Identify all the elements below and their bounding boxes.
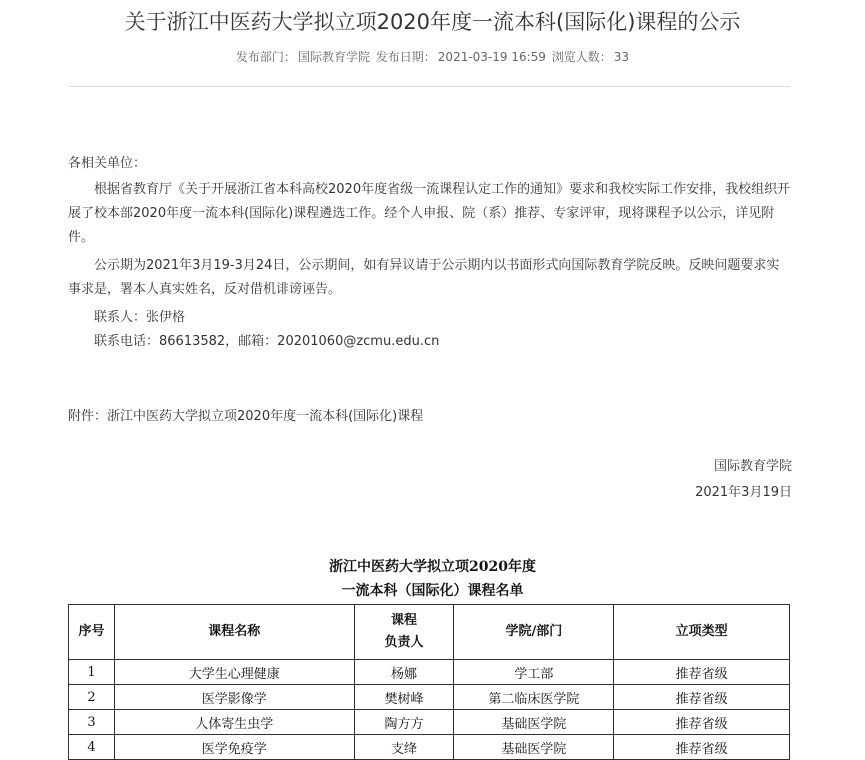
table-header-row xyxy=(69,605,790,660)
contact-person: 联系人：张伊格 xyxy=(94,310,186,325)
cell-type: 推荐省级 xyxy=(614,710,790,735)
header-divider xyxy=(68,86,790,87)
page-title: 关于浙江中医药大学拟立项2020年度一流本科(国际化)课程的公示 xyxy=(124,10,741,34)
course-table xyxy=(68,604,790,760)
paragraph-period: 公示期为2021年3月19-3月24日，公示期间，如有异议请于公示期内以书面形式向国际教育学院反映。反映问题要求实事求是，署本人真实姓名，反对借机诽谤诬告。 xyxy=(68,258,780,297)
date-label: 发布日期： xyxy=(375,50,436,64)
cell-course: 人体寄生虫学 xyxy=(114,710,354,735)
cell-no: 3 xyxy=(69,710,115,735)
attachment-title-line1: 浙江中医药大学拟立项2020年度 xyxy=(329,559,536,575)
table-row xyxy=(69,660,790,685)
article-meta xyxy=(0,48,865,65)
cell-leader: 樊树峰 xyxy=(354,685,454,710)
signature-org: 国际教育学院 xyxy=(713,459,792,474)
attachment-title-line2: 一流本科（国际化）课程名单 xyxy=(341,583,524,599)
cell-course: 医学免疫学 xyxy=(114,735,354,760)
dept-label: 发布部门： xyxy=(235,50,296,64)
cell-course: 大学生心理健康 xyxy=(114,660,354,685)
cell-no: 1 xyxy=(69,660,115,685)
views-label: 浏览人数： xyxy=(551,50,612,64)
date-value: 2021-03-19 16:59 xyxy=(437,50,546,64)
cell-no: 4 xyxy=(69,735,115,760)
greeting: 各相关单位： xyxy=(68,156,147,171)
cell-type: 推荐省级 xyxy=(614,685,790,710)
contact-phone-email: 联系电话：86613582，邮箱：20201060@zcmu.edu.cn xyxy=(94,334,440,349)
cell-course: 医学影像学 xyxy=(114,685,354,710)
paragraph-notice: 根据省教育厅《关于开展浙江省本科高校2020年度省级一流课程认定工作的通知》要求和我校实际工作安排，我校组织开展了校本部2020年度一流本科(国际化)课程遴选工作。经个人申报、院（系）推荐、专家评审，现将课程予以公示，详见附件。 xyxy=(68,182,791,245)
dept-value: 国际教育学院 xyxy=(297,50,370,64)
table-row xyxy=(69,685,790,710)
cell-type: 推荐省级 xyxy=(614,660,790,685)
cell-no: 2 xyxy=(69,685,115,710)
header-course: 课程名称 xyxy=(114,605,354,660)
cell-college: 基础医学院 xyxy=(454,735,614,760)
cell-college: 学工部 xyxy=(454,660,614,685)
table-row xyxy=(69,710,790,735)
cell-type: 推荐省级 xyxy=(614,735,790,760)
table-row xyxy=(69,735,790,760)
cell-college: 基础医学院 xyxy=(454,710,614,735)
header-no: 序号 xyxy=(69,605,115,660)
header-leader: 课程 负责人 xyxy=(354,605,454,660)
attachment-link[interactable]: 附件：浙江中医药大学拟立项2020年度一流本科(国际化)课程 xyxy=(68,409,424,424)
cell-leader: 陶方方 xyxy=(354,710,454,735)
cell-college: 第二临床医学院 xyxy=(454,685,614,710)
header-type: 立项类型 xyxy=(614,605,790,660)
cell-leader: 杨娜 xyxy=(354,660,454,685)
signature-date: 2021年3月19日 xyxy=(695,485,792,500)
header-college: 学院/部门 xyxy=(454,605,614,660)
cell-leader: 支绛 xyxy=(354,735,454,760)
views-value: 33 xyxy=(613,50,630,64)
